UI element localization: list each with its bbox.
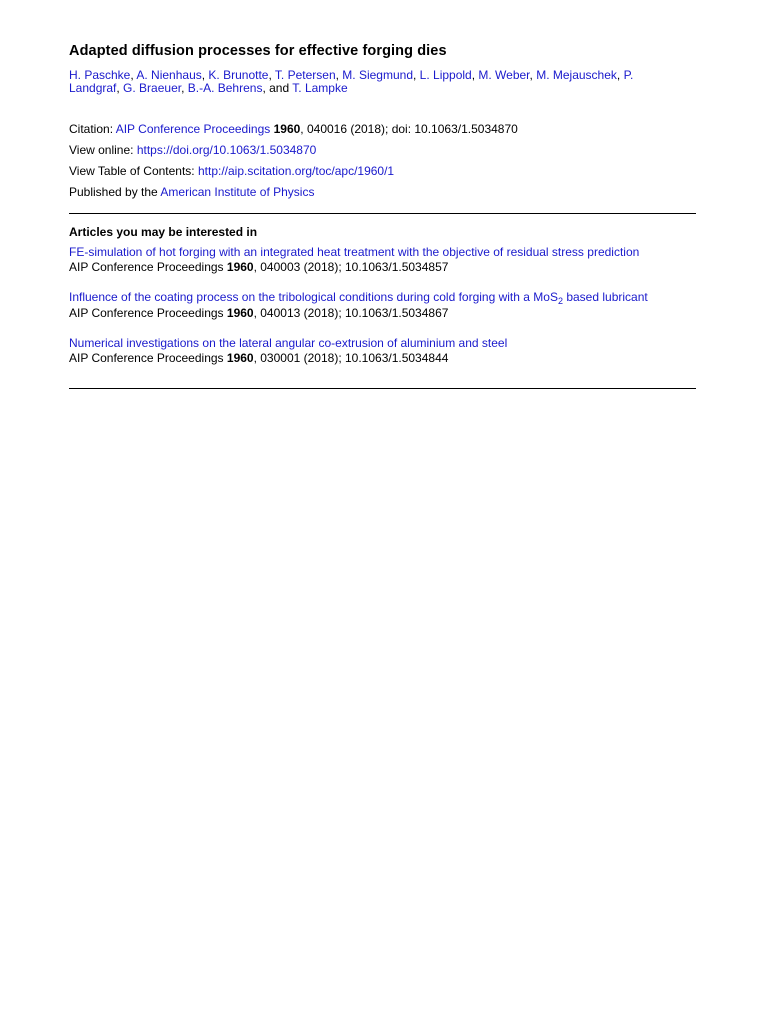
divider-top [69,213,696,214]
document-page [69,42,696,389]
publisher-link[interactable]: American Institute of Physics [160,185,315,199]
author-link[interactable]: M. Mejauschek [536,68,617,82]
related-title-text: Influence of the coating process on the tribological conditions during cold forging with a MoS [69,290,558,304]
view-online-label: View online: [69,143,134,157]
publisher-line [69,185,696,199]
author-link[interactable]: M. Weber [478,68,530,82]
related-article-title-link[interactable]: FE-simulation of hot forging with an integrated heat treatment with the objective of residual stress prediction [69,245,640,259]
citation-block [69,122,696,199]
citation-label: Citation: [69,122,114,136]
related-article-citation [69,306,696,321]
article-title: Adapted diffusion processes for effective forging dies [69,43,447,59]
related-article [69,245,696,275]
related-details: , 030001 (2018); 10.1063/1.5034844 [253,351,449,365]
author-link[interactable]: K. Brunotte [208,68,269,82]
related-title-subscript: 2 [557,296,563,306]
related-article [69,290,696,321]
toc-line [69,164,696,178]
related-journal: AIP Conference Proceedings [69,306,224,320]
related-article [69,336,696,366]
related-article-citation [69,351,696,366]
related-articles-heading: Articles you may be interested in [69,225,258,239]
publisher-label: Published by the [69,185,158,199]
view-online-line [69,143,696,157]
related-article-title-link[interactable] [69,290,696,306]
related-volume: 1960 [226,260,254,274]
related-journal: AIP Conference Proceedings [69,351,224,365]
related-title-text-end: based lubricant [562,290,648,304]
volume-number: 1960 [273,122,301,136]
author-link[interactable]: M. Siegmund [342,68,413,82]
doi-link[interactable]: https://doi.org/10.1063/1.5034870 [136,143,317,157]
citation-line [69,122,696,136]
author-link[interactable]: H. Paschke [69,68,131,82]
divider-bottom [69,388,696,389]
toc-label: View Table of Contents: [69,164,195,178]
related-article-citation [69,260,696,275]
related-article-title-link[interactable]: Numerical investigations on the lateral angular co-extrusion of aluminium and steel [69,336,508,350]
author-link[interactable]: G. Braeuer [123,81,182,95]
author-link[interactable]: A. Nienhaus [136,68,202,82]
author-link[interactable]: T. Petersen [274,68,336,82]
author-link[interactable]: P. Landgraf [69,68,634,95]
author-link[interactable]: T. Lampke [292,81,348,95]
related-journal: AIP Conference Proceedings [69,260,224,274]
authors-and-word: and [269,81,290,95]
related-volume: 1960 [226,306,254,320]
related-details: , 040013 (2018); 10.1063/1.5034867 [253,306,449,320]
author-link[interactable]: L. Lippold [419,68,472,82]
citation-details: , 040016 (2018); doi: 10.1063/1.5034870 [300,122,518,136]
author-list: H. Paschke, A. Nienhaus, K. Brunotte, T. Petersen, M. Siegmund, L. Lippold, M. Weber, M. Mejauschek, P. Landgraf, G. Braeuer, B.-A. Behrens, and T. Lampke [69,68,634,95]
related-details: , 040003 (2018); 10.1063/1.5034857 [253,260,449,274]
journal-link[interactable]: AIP Conference Proceedings [115,122,271,136]
author-link[interactable]: B.-A. Behrens [187,81,263,95]
toc-link[interactable]: http://aip.scitation.org/toc/apc/1960/1 [197,164,395,178]
related-volume: 1960 [226,351,254,365]
